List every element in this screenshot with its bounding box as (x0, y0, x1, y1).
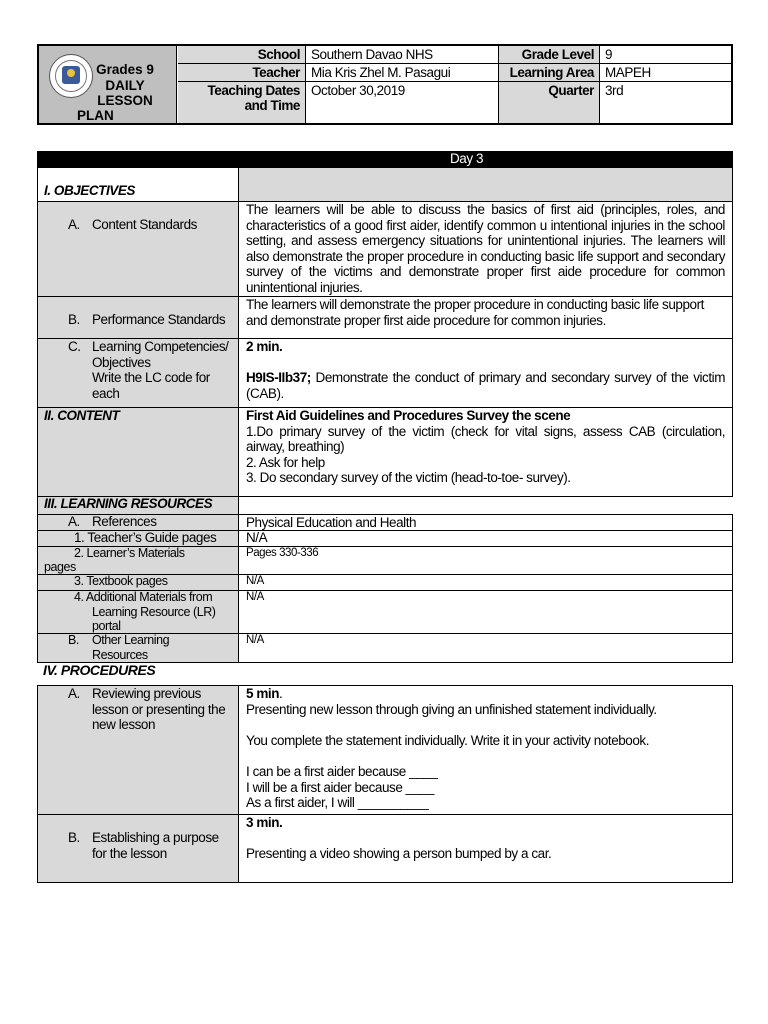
procedure-a-text: Presenting new lesson through giving an unfinished statement individually. (246, 701, 657, 717)
procedure-a-text: I will be a first aider because ____ (246, 779, 434, 795)
learners-materials-row (37, 547, 733, 575)
other-resources-row (37, 634, 733, 663)
school-value: Southern Davao NHS (306, 46, 499, 64)
list-marker: C. (68, 339, 81, 354)
objectives-heading-row (37, 168, 733, 202)
content-line: 3. Do secondary survey of the victim (head-to-toe- survey). (246, 470, 571, 486)
procedure-b-text: Presenting a video showing a person bumped by a car. (246, 846, 552, 862)
teaching-dates-value: October 30,2019 (306, 82, 499, 123)
learners-materials-label: 2. Learner’s Materials (74, 546, 185, 560)
content-title: First Aid Guidelines and Procedures Survey the scene (246, 408, 571, 423)
performance-standards-text: The learners will demonstrate the proper procedure in conducting basic life support and demonstrate proper first aide procedure for common injuries. (239, 297, 733, 339)
other-resources-value: N/A (239, 634, 733, 663)
other-resources-label (68, 633, 169, 662)
additional-materials-line: portal (92, 619, 121, 633)
teacher-value: Mia Kris Zhel M. Pasagui (306, 64, 499, 82)
competencies-label-line: Write the LC code for (92, 370, 210, 386)
additional-materials-row (37, 591, 733, 634)
performance-standards-row (37, 297, 733, 339)
objectives-heading: I. OBJECTIVES (44, 183, 135, 198)
procedure-a-text: As a first aider, I will __________ (246, 795, 429, 811)
header-table (37, 44, 733, 125)
resources-heading: III. LEARNING RESOURCES (44, 496, 213, 511)
list-marker: A. (68, 686, 80, 701)
additional-materials-value: N/A (239, 591, 733, 634)
teacher-label: Teacher (178, 64, 306, 82)
plan-title-line: LESSON (97, 93, 153, 108)
procedure-b-label-line: Establishing a purpose (92, 830, 219, 845)
procedure-a-time-suffix: . (279, 686, 283, 701)
textbook-value: N/A (239, 575, 733, 591)
list-marker: B. (68, 312, 80, 327)
content-row (37, 408, 733, 497)
procedure-a-label-line: lesson or presenting the (92, 701, 226, 717)
grade-level-label: Grade Level (499, 46, 600, 64)
plan-title-line: Grades 9 (96, 62, 154, 77)
other-resources-line: Resources (92, 647, 148, 662)
competencies-label-line: each (92, 385, 120, 401)
procedure-b-label-line: for the lesson (92, 845, 167, 861)
lc-code: H9IS-IIb37; (246, 370, 311, 386)
quarter-label: Quarter (499, 82, 600, 123)
textbook-label: 3. Textbook pages (74, 574, 168, 588)
day-bar (37, 151, 733, 168)
list-marker: B. (68, 830, 80, 845)
competencies-label-line: Learning Competencies/ (92, 339, 229, 354)
procedure-a-text: I can be a first aider because ____ (246, 763, 438, 779)
content-standards-row (37, 202, 733, 297)
list-marker: A. (68, 217, 80, 232)
procedure-b-time: 3 min. (246, 815, 283, 830)
content-standards-label: Content Standards (92, 217, 197, 232)
additional-materials-label (74, 590, 216, 634)
quarter-value: 3rd (605, 83, 624, 98)
teachers-guide-value: N/A (239, 531, 733, 547)
day-label: Day 3 (450, 151, 484, 166)
grade-level-value: 9 (600, 46, 731, 64)
additional-materials-line: 4. Additional Materials from (74, 590, 213, 604)
learning-area-label: Learning Area (499, 64, 600, 82)
content-heading: II. CONTENT (44, 408, 120, 423)
performance-standards-label: Performance Standards (92, 312, 226, 327)
references-row (37, 514, 733, 531)
textbook-row (37, 575, 733, 591)
learners-materials-value: Pages 330-336 (239, 547, 733, 575)
plan-title-line: DAILY (105, 77, 145, 93)
learners-materials-label-cont: pages (44, 560, 76, 574)
procedure-b-row (37, 815, 733, 883)
procedure-a-row (37, 685, 733, 815)
teachers-guide-label: 1. Teacher’s Guide pages (74, 530, 217, 545)
content-line: 1.Do primary survey of the victim (check for vital signs, assess CAB (circulation, airway, breathing) (246, 423, 725, 455)
procedures-heading: IV. PROCEDURES (43, 662, 156, 678)
logo-cell (39, 46, 177, 123)
plan-title (77, 62, 173, 109)
list-marker: A. (68, 514, 80, 529)
procedure-a-time: 5 min (246, 686, 280, 701)
content-standards-text: The learners will be able to discuss the basics of first aid (principles, roles, and characteristics of a good first aider, identify common u intentional injuries in the school setting, and assess emergency situations for unintentional injuries. The learners will also demonstrate the proper procedure in conducting basic life support and secondary survey of the victims and demonstrate proper first aide procedure for common unintentional injuries. (239, 202, 733, 297)
plan-title-line: PLAN (77, 108, 114, 123)
procedure-a-label-line: Reviewing previous (92, 686, 201, 701)
references-value: Physical Education and Health (239, 514, 733, 531)
teachers-guide-row (37, 531, 733, 547)
references-label: References (92, 514, 157, 529)
procedure-a-label-line: new lesson (92, 717, 156, 733)
procedure-a-text: You complete the statement individually. Write it in your activity notebook. (246, 732, 650, 748)
resources-heading-row (37, 497, 733, 514)
additional-materials-line: Learning Resource (LR) (92, 604, 216, 619)
list-marker: B. (68, 633, 79, 647)
competencies-text: Demonstrate the conduct of primary and secondary survey of the victim (CAB). (246, 370, 725, 401)
competencies-row (37, 339, 733, 408)
procedures-heading-row (37, 663, 733, 686)
competencies-label-line: Objectives (92, 354, 151, 370)
other-resources-line: Other Learning (92, 633, 170, 647)
competencies-time: 2 min. (246, 339, 283, 354)
content-line: 2. Ask for help (246, 454, 325, 470)
learning-area-value: MAPEH (600, 64, 731, 82)
school-label: School (178, 46, 306, 64)
teaching-dates-label: Teaching Dates and Time (178, 82, 306, 123)
